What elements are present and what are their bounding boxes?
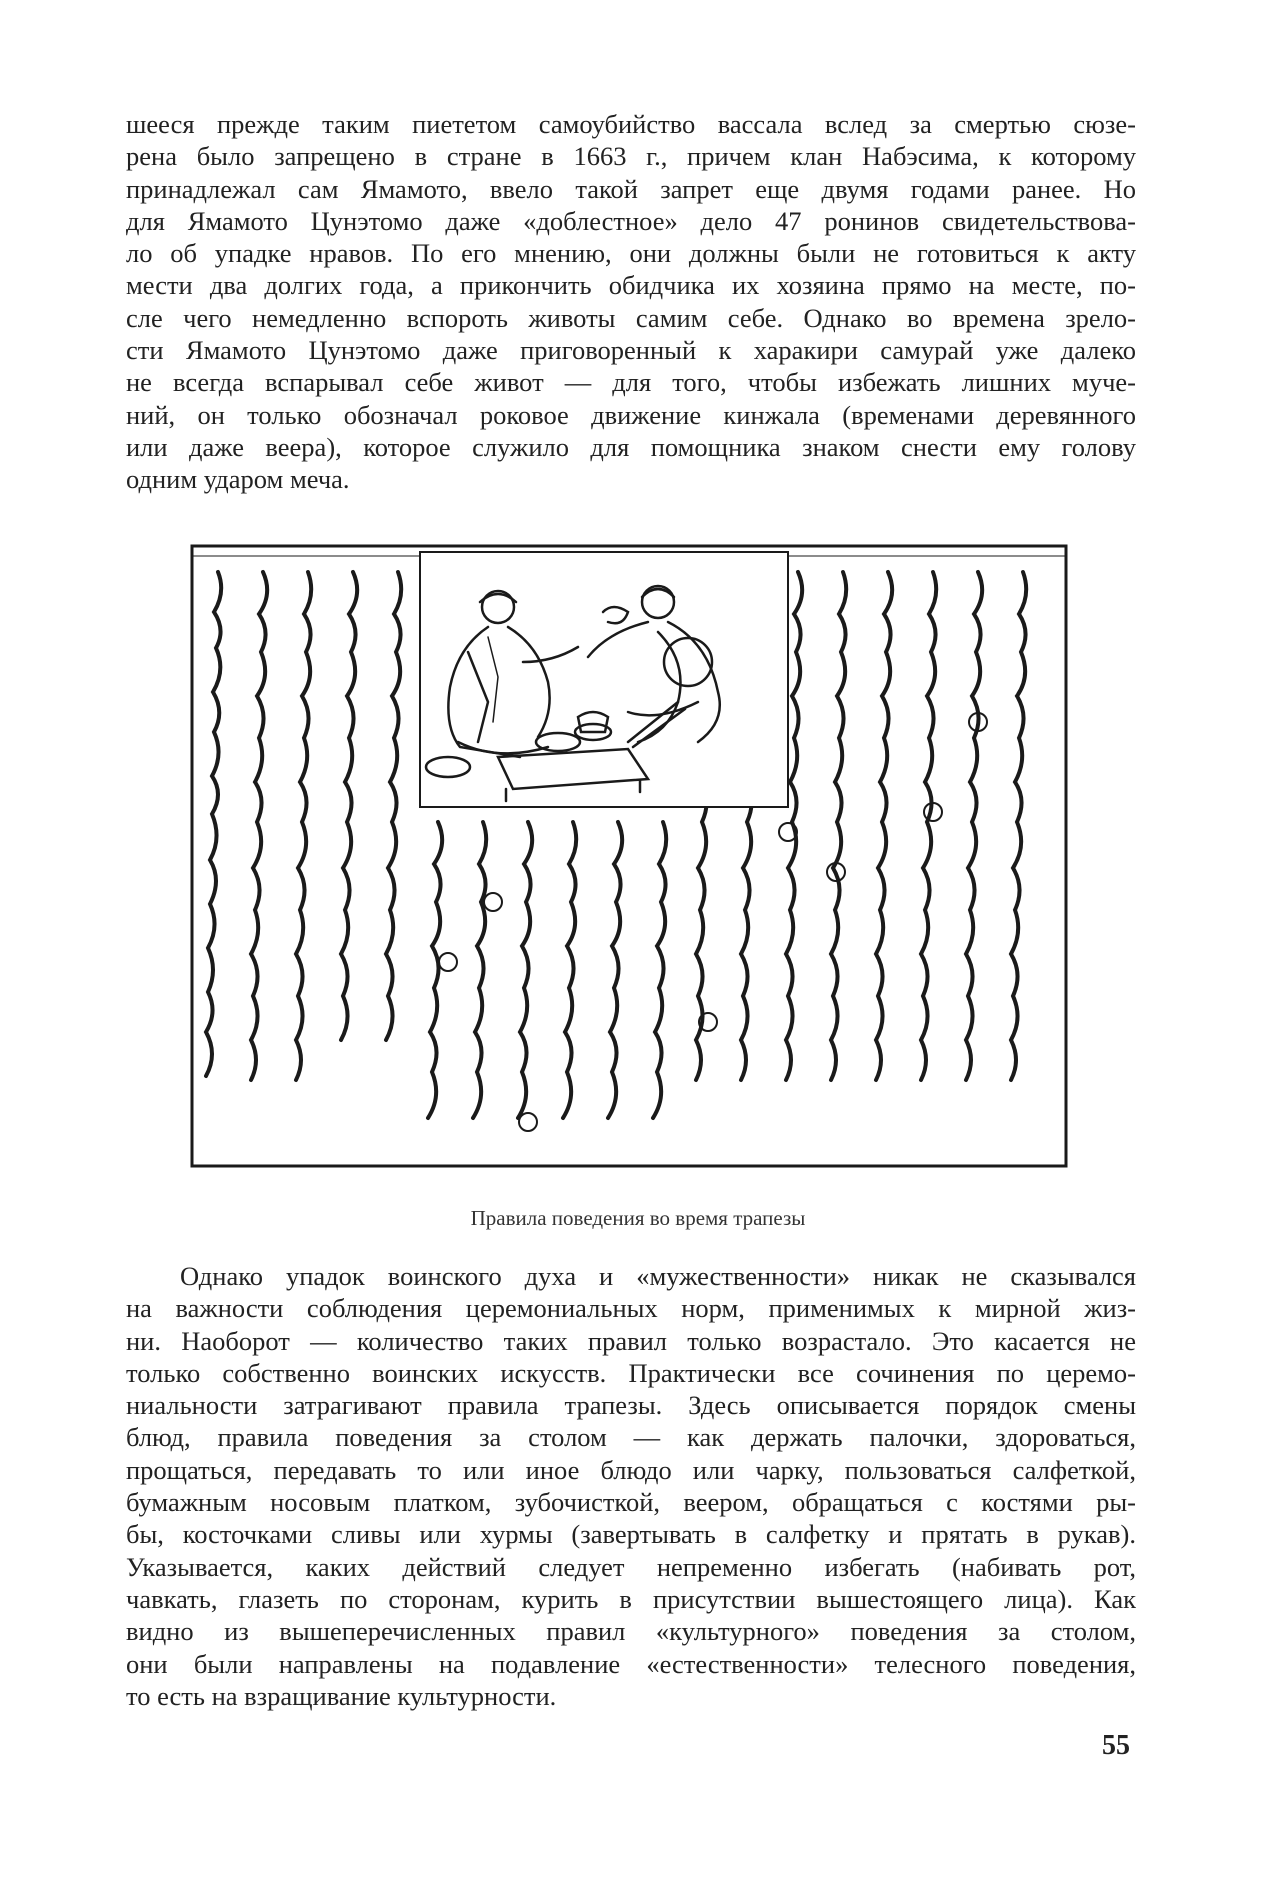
text-line: чавкать, глазеть по сторонам, курить в присутствии вышестоящего лица). Как bbox=[126, 1583, 1136, 1614]
text-line: сти Ямамото Цунэтомо даже приговоренный к харакири самурай уже далеко bbox=[126, 335, 1136, 366]
text-line: ний, он только обозначал роковое движение кинжала (временами деревянного bbox=[126, 399, 1136, 430]
text-line: Указывается, каких действий следует непременно избегать (набивать рот, bbox=[126, 1551, 1136, 1582]
text-line: они были направлены на подавление «естественности» телесного поведения, bbox=[126, 1648, 1136, 1679]
text-line: ло об упадке нравов. По его мнению, они должны были не готовиться к акту bbox=[126, 238, 1136, 269]
text-line: шееся прежде таким пиететом самоубийство вассала вслед за смертью сюзе- bbox=[126, 109, 1136, 139]
text-line: сле чего немедленно вспороть животы самим себе. Однако во времена зрело- bbox=[126, 302, 1136, 333]
text-line: для Ямамото Цунэтомо даже «доблестное» дело 47 ронинов свидетельствова- bbox=[126, 205, 1136, 236]
text-line: одним ударом меча. bbox=[126, 464, 350, 495]
text-line: Однако упадок воинского духа и «мужественности» никак не сказывался bbox=[180, 1261, 1136, 1291]
text-line: бумажным носовым платком, зубочисткой, веером, обращаться с костями ры- bbox=[126, 1487, 1136, 1518]
text-line: мести два долгих года, а прикончить обидчика их хозяина прямо на месте, по- bbox=[126, 270, 1136, 301]
text-line: то есть на взращивание культурности. bbox=[126, 1680, 557, 1711]
text-line: ни. Наоборот — количество таких правил только возрастало. Это касается не bbox=[126, 1325, 1136, 1356]
text-line: видно из вышеперечисленных правил «культурного» поведения за столом, bbox=[126, 1616, 1136, 1647]
text-line: бы, косточками сливы или хурмы (завертывать в салфетку и прятать в рукав). bbox=[126, 1519, 1136, 1550]
text-line: ниальности затрагивают правила трапезы. Здесь описывается порядок смены bbox=[126, 1390, 1136, 1421]
text-line: блюд, правила поведения за столом — как держать палочки, здороваться, bbox=[126, 1422, 1136, 1453]
woodblock-illustration bbox=[188, 542, 1070, 1173]
paragraph-1 bbox=[126, 108, 1136, 496]
page-number: 55 bbox=[1102, 1730, 1130, 1761]
text-line: прощаться, передавать то или иное блюдо или чарку, пользоваться салфеткой, bbox=[126, 1454, 1136, 1485]
dining-scene bbox=[420, 552, 788, 807]
text-line: только собственно воинских искусств. Практически все сочинения по церемо- bbox=[126, 1357, 1136, 1388]
figure-caption: Правила поведения во время трапезы bbox=[470, 1206, 806, 1230]
text-line: или даже веера), которое служило для помощника знаком снести ему голову bbox=[126, 431, 1136, 462]
text-line: на важности соблюдения церемониальных норм, применимых к мирной жиз- bbox=[126, 1293, 1136, 1324]
paragraph-2 bbox=[126, 1260, 1136, 1712]
text-line: принадлежал сам Ямамото, ввело такой запрет еще двумя годами ранее. Но bbox=[126, 173, 1136, 204]
text-line: рена было запрещено в стране в 1663 г., причем клан Набэсима, к которому bbox=[126, 141, 1136, 172]
text-line: не всегда вспарывал себе живот — для того, чтобы избежать лишних муче- bbox=[126, 367, 1136, 398]
